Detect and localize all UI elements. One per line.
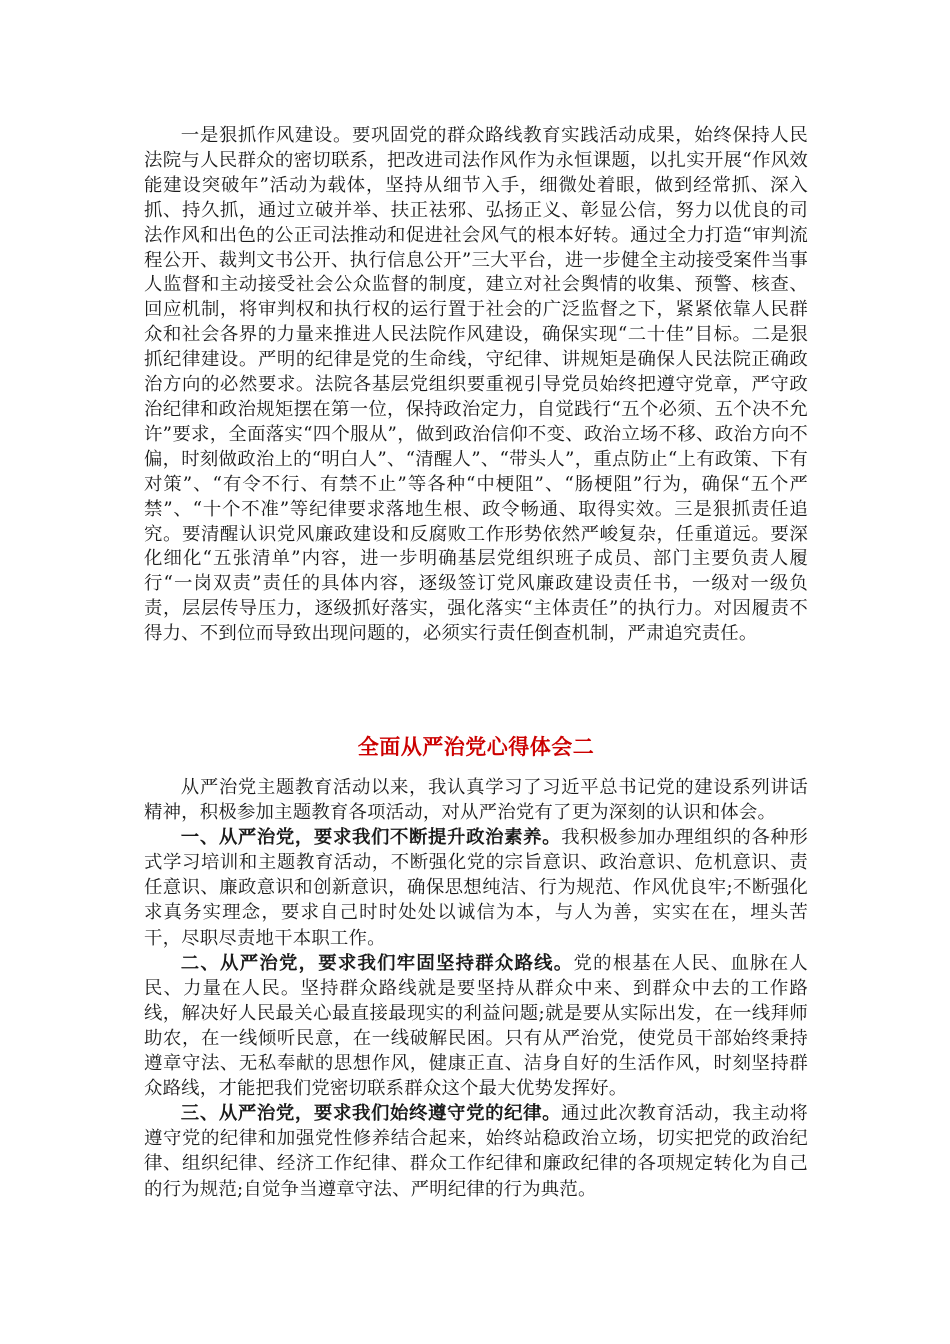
point-paragraph xyxy=(144,951,808,1102)
section-two xyxy=(144,775,808,1202)
point-body: 党的根基在人民、血脉在人民、力量在人民。坚持群众路线就是要坚持从群众中来、到群众中去的工作路线，解决好人民最关心最直接最现实的利益问题;就是要从实际出发，在一线拜师助农，在一线倾听民意，在一线破解民困。只有从严治党，使党员干部始终秉持遵章守法、无私奉献的思想作风，健康正直、洁身自好的生活作风，时刻坚持群众路线，才能把我们党密切联系群众这个最大优势发挥好。 xyxy=(144,952,808,1100)
point-paragraph xyxy=(144,825,808,950)
point-body: 我积极参加办理组织的各种形式学习培训和主题教育活动，不断强化党的宗旨意识、政治意识、危机意识、责任意识、廉政意识和创新意识，确保思想纯洁、行为规范、作风优良牢;不断强化求真务实理念，要求自己时时处处以诚信为本，与人为善，实实在在，埋头苦干，尽职尽责地干本职工作。 xyxy=(144,827,808,949)
point-heading: 三、从严治党，要求我们始终遵守党的纪律。 xyxy=(180,1103,562,1125)
section-one xyxy=(144,124,808,647)
point-heading: 一、从严治党，要求我们不断提升政治素养。 xyxy=(180,827,562,849)
paragraph-work-style: 一是狠抓作风建设。要巩固党的群众路线教育实践活动成果，始终保持人民法院与人民群众的密切联系，把改进司法作风作为永恒课题，以扎实开展“作风效能建设突破年”活动为载体，坚持从细节入手，细微处着眼，做到经常抓、深入抓、持久抓，通过立破并举、扶正祛邪、弘扬正义、彰显公信，努力以优良的司法作风和出色的公正司法推动和促进社会风气的根本好转。通过全力打造“审判流程公开、裁判文书公开、执行信息公开”三大平台，进一步健全主动接受案件当事人监督和主动接受社会公众监督的制度，建立对社会舆情的收集、预警、核查、回应机制，将审判权和执行权的运行置于社会的广泛监督之下，紧紧依靠人民群众和社会各界的力量来推进人民法院作风建设，确保实现“二十佳”目标。二是狠抓纪律建设。严明的纪律是党的生命线，守纪律、讲规矩是确保人民法院正确政治方向的必然要求。法院各基层党组织要重视引导党员始终把遵守党章，严守政治纪律和政治规矩摆在第一位，保持政治定力，自觉践行“五个必须、五个决不允许”要求，全面落实“四个服从”，做到政治信仰不变、政治立场不移、政治方向不偏，时刻做政治上的“明白人”、“清醒人”、“带头人”，重点防止“上有政策、下有对策”、“有令不行、有禁不止”等各种“中梗阻”、“肠梗阻”行为，确保“五个严禁”、“十个不准”等纪律要求落地生根、政令畅通、取得实效。三是狠抓责任追究。要清醒认识党风廉政建设和反腐败工作形势依然严峻复杂，任重道远。要深化细化“五张清单”内容，进一步明确基层党组织班子成员、部门主要负责人履行“一岗双责”责任的具体内容，逐级签订党风廉政建设责任书，一级对一级负责，层层传导压力，逐级抓好落实，强化落实“主体责任”的执行力。对因履责不得力、不到位而导致出现问题的，必须实行责任倒查机制，严肃追究责任。 xyxy=(144,125,808,645)
document-title: 全面从严治党心得体会二 xyxy=(357,734,595,759)
point-body: 通过此次教育活动，我主动将遵守党的纪律和加强党性修养结合起来，始终站稳政治立场，切实把党的政治纪律、组织纪律、经济工作纪律、群众工作纪律和廉政纪律的各项规定转化为自己的行为规范;自觉争当遵章守法、严明纪律的行为典范。 xyxy=(144,1103,808,1200)
point-paragraph xyxy=(144,1101,808,1201)
intro-paragraph: 从严治党主题教育活动以来，我认真学习了习近平总书记党的建设系列讲话精神，积极参加主题教育各项活动，对从严治党有了更为深刻的认识和体会。 xyxy=(144,777,808,824)
point-heading: 二、从严治党，要求我们牢固坚持群众路线。 xyxy=(180,952,574,974)
